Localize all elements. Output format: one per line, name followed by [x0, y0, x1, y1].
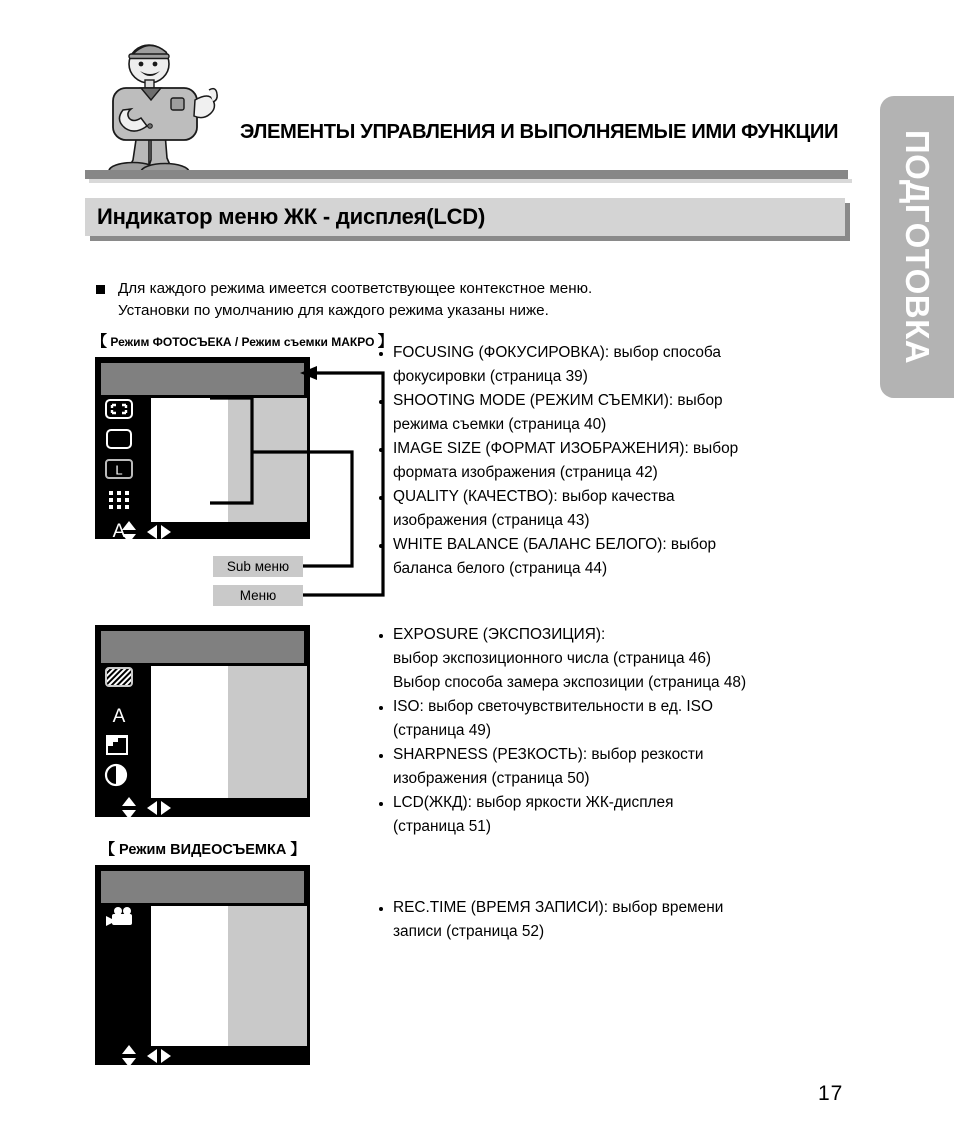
- bullet-dot-icon: [379, 706, 383, 710]
- header-divider: [85, 170, 848, 179]
- bullet-square-icon: [96, 285, 105, 294]
- list-item-cont2: Выбор способа замера экспозиции (страница 48): [393, 674, 747, 691]
- lcd-screen-photo-mode-2: [95, 625, 310, 817]
- menu-description-list-2: [377, 623, 847, 839]
- list-item-cont: выбор экспозиционного числа (страница 46): [393, 650, 712, 667]
- caption-video-mode-text: Режим ВИДЕОСЪЕМКА: [119, 842, 287, 858]
- focus-frame-icon: [104, 398, 134, 425]
- lcd-nav-arrows: [120, 520, 172, 544]
- bullet-dot-icon: [379, 634, 383, 638]
- caption-photo-mode-text: Режим ФОТОСЪЕКА / Режим съемки МАКРО: [110, 335, 375, 349]
- lcd-menu-column: [151, 666, 228, 798]
- lcd-menu-column: [151, 398, 228, 522]
- callout-sub-menu: Sub меню: [213, 556, 303, 577]
- lcd-screen-photo-mode-1: [95, 357, 310, 542]
- list-item: [377, 623, 847, 695]
- svg-text:A: A: [112, 521, 126, 542]
- caption-video-mode: [100, 838, 305, 859]
- side-tab-label: ПОДГОТОВКА: [899, 129, 936, 365]
- up-down-arrows-icon: [120, 520, 138, 544]
- menu-description-list-1: [377, 341, 847, 581]
- list-item-main: ISO: выбор светочувствительности в ед. ISO: [393, 698, 713, 715]
- bracket-open: 【: [100, 841, 116, 858]
- lcd-top-bar: [101, 631, 304, 663]
- camera-mascot-icon: [93, 38, 229, 188]
- list-item: [377, 896, 847, 944]
- up-down-arrows-icon: [120, 1044, 138, 1068]
- lcd-top-bar: [101, 363, 304, 395]
- svg-text:L: L: [115, 462, 123, 478]
- list-item: [377, 533, 847, 581]
- exposure-hatched-icon: [104, 666, 134, 693]
- list-item: [377, 341, 847, 389]
- bullet-dot-icon: [379, 496, 383, 500]
- list-item: [377, 389, 847, 437]
- bracket-open: 【: [92, 333, 108, 350]
- list-item-cont: фокусировки (страница 39): [393, 368, 588, 385]
- shooting-mode-icon: [104, 428, 134, 455]
- list-item-cont: баланса белого (страница 44): [393, 560, 608, 577]
- intro-line-2: Установки по умолчанию для каждого режима указаны ниже.: [118, 302, 549, 319]
- lcd-menu-column: [151, 906, 228, 1046]
- list-item: [377, 437, 847, 485]
- list-item: [377, 695, 847, 743]
- list-item-main: FOCUSING (ФОКУСИРОВКА): выбор способа: [393, 344, 721, 361]
- lcd-screen-video-mode: [95, 865, 310, 1065]
- bracket-close: 】: [377, 333, 393, 350]
- list-item-main: QUALITY (КАЧЕСТВО): выбор качества: [393, 488, 675, 505]
- list-item-cont: формата изображения (страница 42): [393, 464, 658, 481]
- list-item-cont: записи (страница 52): [393, 923, 545, 940]
- lcd-brightness-icon: [104, 763, 134, 790]
- list-item: [377, 743, 847, 791]
- menu-description-list-3: [377, 896, 847, 944]
- list-item-main: REC.TIME (ВРЕМЯ ЗАПИСИ): выбор времени: [393, 899, 724, 916]
- list-item-main: SHARPNESS (РЕЗКОСТЬ): выбор резкости: [393, 746, 704, 763]
- section-title: Индикатор меню ЖК - дисплея(LCD): [97, 204, 486, 229]
- sharpness-icon: [104, 733, 134, 760]
- list-item-cont: (страница 49): [393, 722, 491, 739]
- list-item-cont: (страница 51): [393, 818, 491, 835]
- iso-A-icon: [104, 696, 134, 730]
- section-side-tab: [880, 96, 954, 398]
- lcd-icon-column: [104, 906, 148, 936]
- list-item-cont: изображения (страница 50): [393, 770, 590, 787]
- bullet-dot-icon: [379, 400, 383, 404]
- lcd-submenu-column: [228, 906, 307, 1046]
- left-right-arrows-icon: [146, 798, 172, 818]
- lcd-nav-arrows: [120, 1044, 172, 1068]
- left-right-arrows-icon: [146, 1046, 172, 1066]
- list-item-cont: изображения (страница 43): [393, 512, 590, 529]
- up-down-arrows-icon: [120, 796, 138, 820]
- header-divider-shadow: [89, 179, 852, 183]
- image-size-L-icon: [104, 458, 134, 485]
- bullet-dot-icon: [379, 544, 383, 548]
- list-item-main: EXPOSURE (ЭКСПОЗИЦИЯ):: [393, 626, 606, 643]
- caption-photo-mode: [92, 330, 393, 351]
- lcd-top-bar: [101, 871, 304, 903]
- list-item: [377, 485, 847, 533]
- section-title-bar: [85, 198, 845, 236]
- list-item-main: LCD(ЖКД): выбор яркости ЖК-дисплея: [393, 794, 674, 811]
- page-number: 17: [818, 1082, 844, 1105]
- left-right-arrows-icon: [146, 522, 172, 542]
- quality-dots-icon: [104, 488, 134, 515]
- bullet-dot-icon: [379, 448, 383, 452]
- page-header-title: ЭЛЕМЕНТЫ УПРАВЛЕНИЯ И ВЫПОЛНЯЕМЫЕ ИМИ ФУНКЦИИ: [240, 120, 839, 143]
- bracket-close: 】: [290, 841, 306, 858]
- bullet-dot-icon: [379, 352, 383, 356]
- list-item-main: SHOOTING MODE (РЕЖИМ СЪЕМКИ): выбор: [393, 392, 723, 409]
- list-item-main: WHITE BALANCE (БАЛАНС БЕЛОГО): выбор: [393, 536, 717, 553]
- list-item-cont: режима съемки (страница 40): [393, 416, 607, 433]
- lcd-submenu-column: [228, 666, 307, 798]
- bullet-dot-icon: [379, 802, 383, 806]
- list-item: [377, 791, 847, 839]
- list-item-main: IMAGE SIZE (ФОРМАТ ИЗОБРАЖЕНИЯ): выбор: [393, 440, 739, 457]
- bullet-dot-icon: [379, 754, 383, 758]
- callout-menu: Меню: [213, 585, 303, 606]
- movie-camera-icon: [104, 906, 134, 933]
- lcd-submenu-column: [228, 398, 307, 522]
- svg-text:A: A: [112, 706, 126, 726]
- lcd-nav-arrows: [120, 796, 172, 820]
- intro-block: [96, 278, 796, 322]
- lcd-icon-column: [104, 666, 148, 793]
- bullet-dot-icon: [379, 907, 383, 911]
- intro-line-1: Для каждого режима имеется соответствующее контекстное меню.: [118, 280, 593, 297]
